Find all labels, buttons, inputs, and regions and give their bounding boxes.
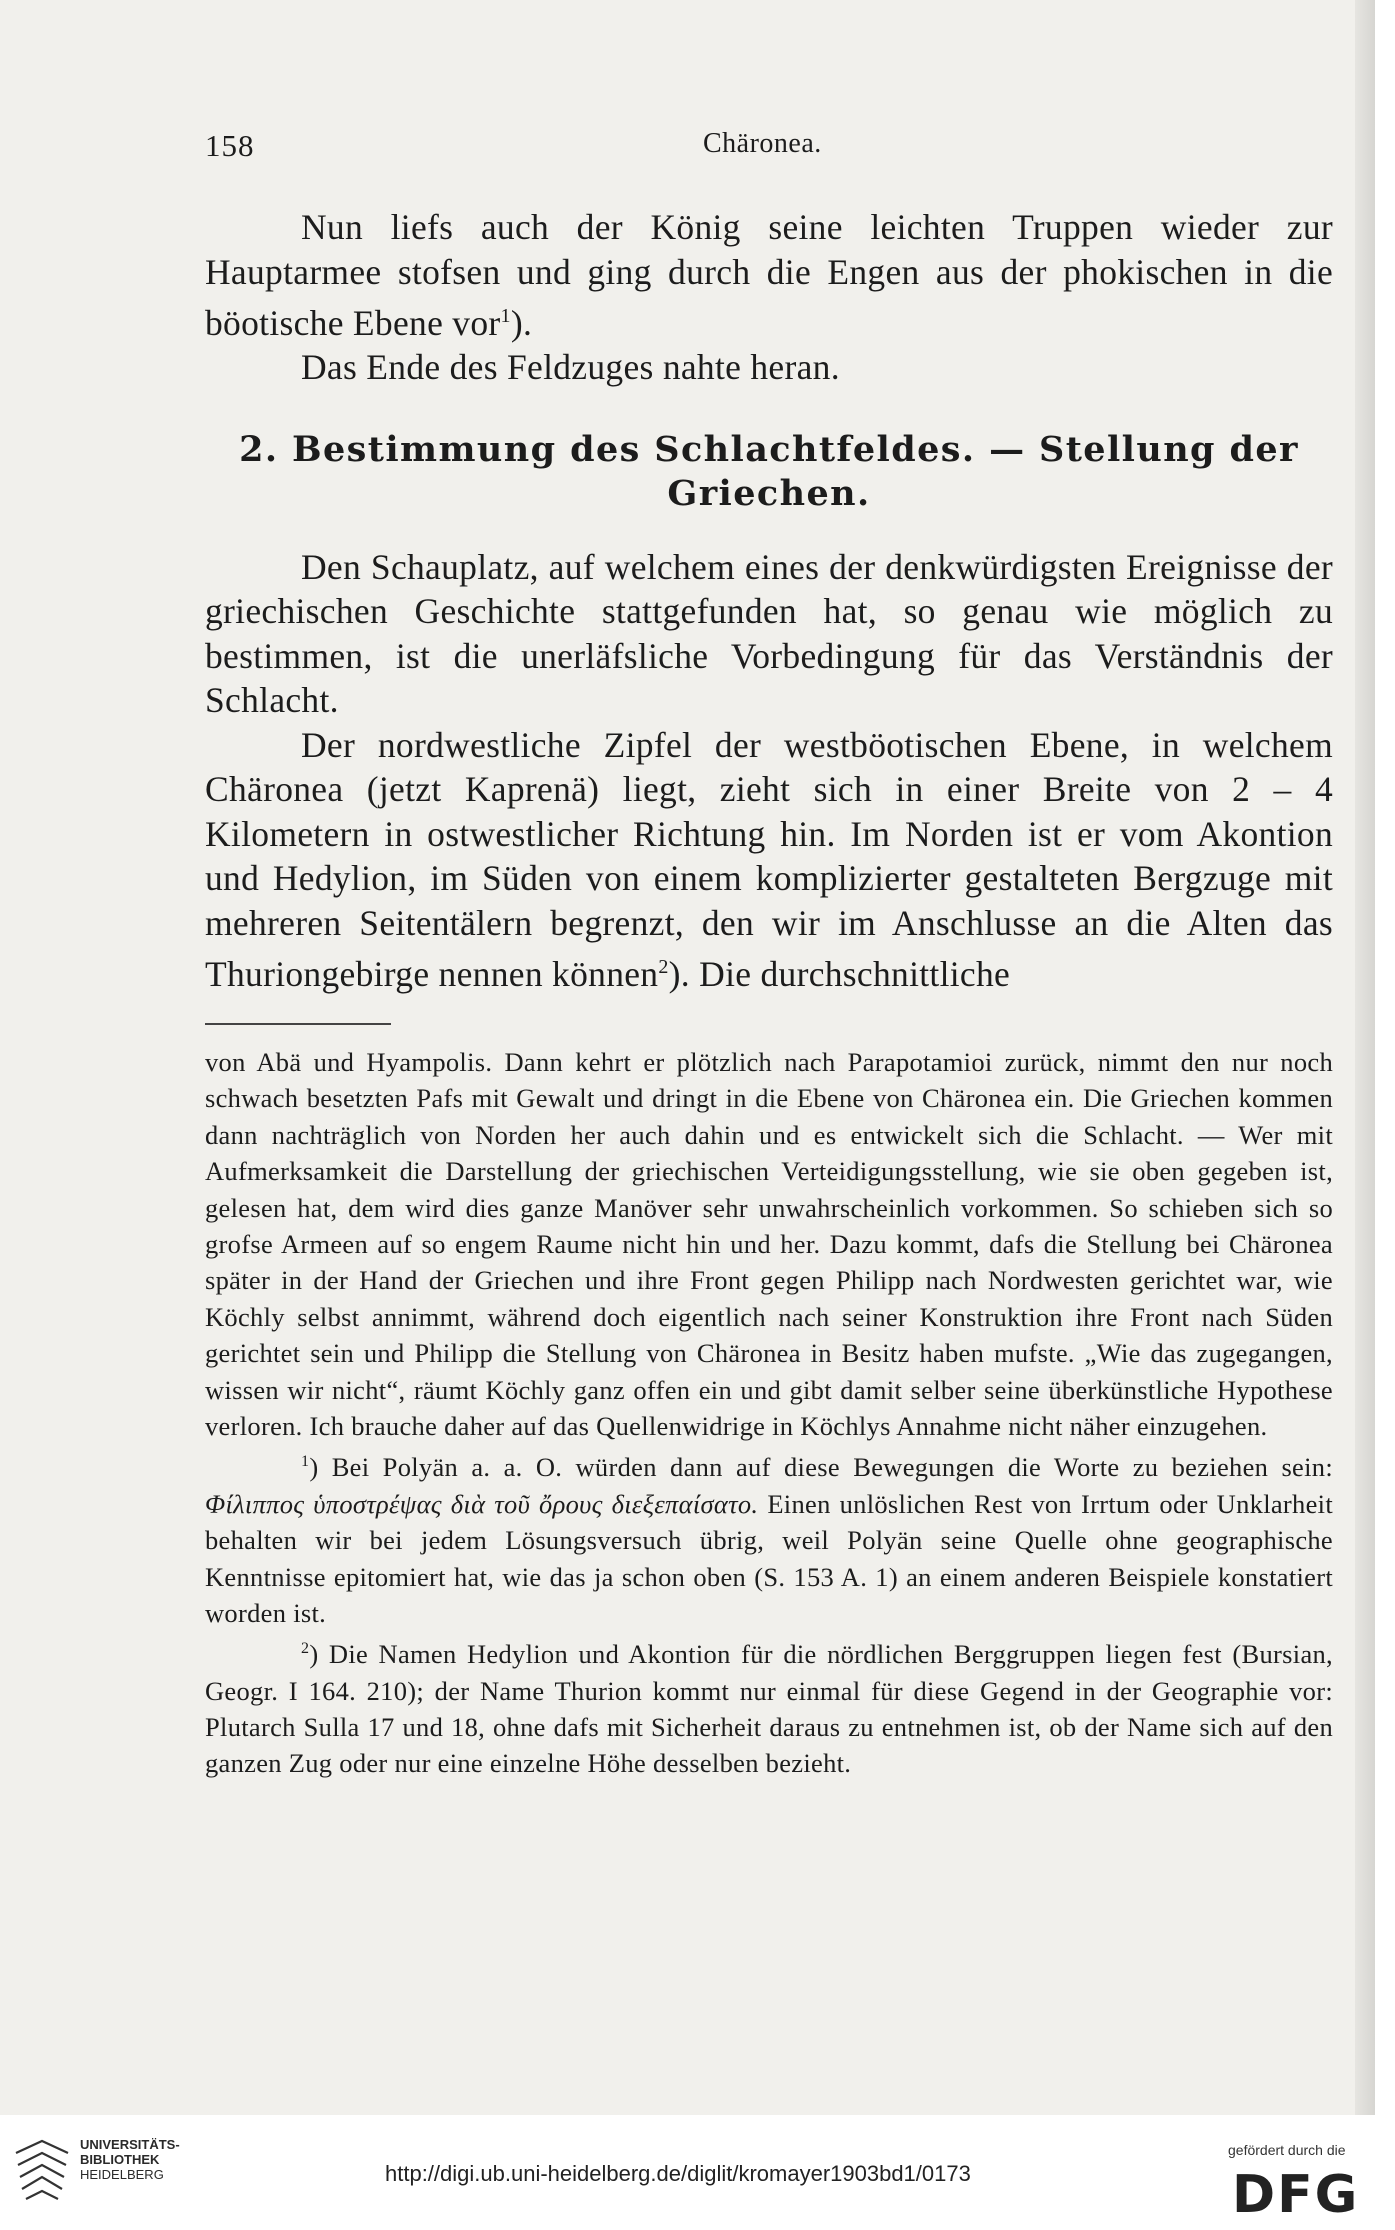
paragraph: [205, 205, 1333, 345]
funding-caption: gefördert durch die: [1228, 2142, 1346, 2158]
paragraph-text: ).: [510, 302, 533, 343]
library-name-line: BIBLIOTHEK: [80, 2152, 160, 2167]
library-name-line: HEIDELBERG: [80, 2167, 164, 2182]
greek-quote: Φίλιππος ὑποστρέψας διὰ τοῦ ὄρους διεξεπαίσατο.: [205, 1488, 759, 1519]
running-title: Chäronea.: [703, 128, 822, 159]
footer-bar: [0, 2115, 1395, 2230]
paragraph: [205, 723, 1333, 997]
page-number: 158: [205, 128, 255, 163]
footnote-ref: 1: [500, 305, 511, 327]
footnote-text: ) Die Namen Hedylion und Akontion für die nördlichen Berggruppen liegen fest (Bursian, Geogr. I 164. 210); der Name Thurion kommt nur einmal für diese Gegend in der Geographie vor: Plutarch Sulla 17 und 18, ohne dafs mit Sicherheit daraus zu entnehmen ist, ob der Name sich auf den ganzen Zug oder nur eine einzelne Höhe desselben bezieht.: [205, 1639, 1333, 1779]
permalink-url[interactable]: http://digi.ub.uni-heidelberg.de/diglit/kromayer1903bd1/0173: [385, 2161, 971, 2186]
footnote-mark: 1: [301, 1453, 310, 1471]
library-name: [80, 2137, 180, 2182]
paragraph-text: Der nordwestliche Zipfel der westböotischen Ebene, in welchem Chäronea (jetzt Kaprenä) liegt, zieht sich in einer Breite von 2 – 4 Kilometern in ostwestlicher Richtung hin. Im Norden ist er vom Akontion und Hedylion, im Süden von einem komplizierter gestalteten Bergzuge mit mehreren Seitentälern begrenzt, den wir im Anschlusse an die Alten das Thuriongebirge nennen können: [205, 724, 1333, 995]
footnote-1: [205, 1444, 1333, 1631]
footnote-mark: 2: [301, 1640, 310, 1658]
footnotes: [205, 1044, 1333, 1782]
paragraph-text: ). Die durchschnittliche: [668, 954, 1011, 995]
paragraph: Das Ende des Feldzuges nahte heran.: [301, 347, 840, 388]
page-header: [0, 128, 1375, 168]
paragraph: Den Schauplatz, auf welchem eines der denkwürdigsten Ereignisse der griechischen Geschichte stattgefunden hat, so genau wie möglich zu bestimmen, ist die unerläfsliche Vorbedingung für das Verständnis der Schlacht.: [205, 546, 1333, 721]
footnote-continuation: von Abä und Hyampolis. Dann kehrt er plötzlich nach Parapotamioi zurück, nimmt den nur noch schwach besetzten Pafs mit Gewalt und dringt in die Ebene von Chäronea ein. Die Griechen kommen dann nachträglich von Norden her auch dahin und es entwickelt sich die Schlacht. — Wer mit Aufmerksamkeit die Darstellung der griechischen Verteidigungsstellung, wie sie oben gegeben ist, gelesen hat, dem wird dies ganze Manöver sehr unwahrscheinlich vorkommen. So schieben sich so grofse Armeen auf so engem Raume nicht hin und her. Dazu kommt, dafs die Stellung bei Chäronea später in der Hand der Griechen und ihre Front gegen Philipp nach Nordwesten gerichtet war, wie Köchly selbst annimmt, während doch eigentlich nach seiner Konstruktion ihre Front nach Süden gerichtet sein und Philipp die Stellung von Chäronea in Besitz haben mufste. „Wie das zugegangen, wissen wir nicht“, räumt Köchly ganz offen ein und gibt damit selber seine überkünstliche Hypothese verloren. Ich brauche daher auf das Quellenwidrige in Köchlys Annahme nicht näher einzugehen.: [205, 1047, 1333, 1442]
main-text: [205, 205, 1333, 997]
footnote-text: ) Bei Polyän a. a. O. würden dann auf diese Bewegungen die Worte zu beziehen sein:: [309, 1452, 1333, 1483]
page-edge: [1355, 0, 1375, 2115]
dfg-logo-icon: DFG: [1232, 2165, 1360, 2225]
paragraph-text: Nun liefs auch der König seine leichten Truppen wieder zur Hauptarmee stofsen und ging durch die Engen aus der phokischen in die böotische Ebene vor: [205, 207, 1333, 343]
footnote-2: [205, 1631, 1333, 1781]
library-name-line: UNIVERSITÄTS-: [80, 2137, 180, 2152]
footnote-text: Einen unlöslichen Rest von Irrtum oder Unklarheit behalten wir bei jedem Lösungsversuch übrig, weil Polyän seine Quelle ohne geographische Kenntnisse epitomiert hat, wie das ja schon oben (S. 153 A. 1) an einem anderen Beispiele konstatiert worden ist.: [205, 1488, 1333, 1628]
section-heading: 2. Bestimmung des Schlachtfeldes. — Stellung der Griechen.: [239, 428, 1299, 515]
footnote-ref: 2: [658, 956, 669, 979]
footnote-divider: [205, 1023, 391, 1025]
